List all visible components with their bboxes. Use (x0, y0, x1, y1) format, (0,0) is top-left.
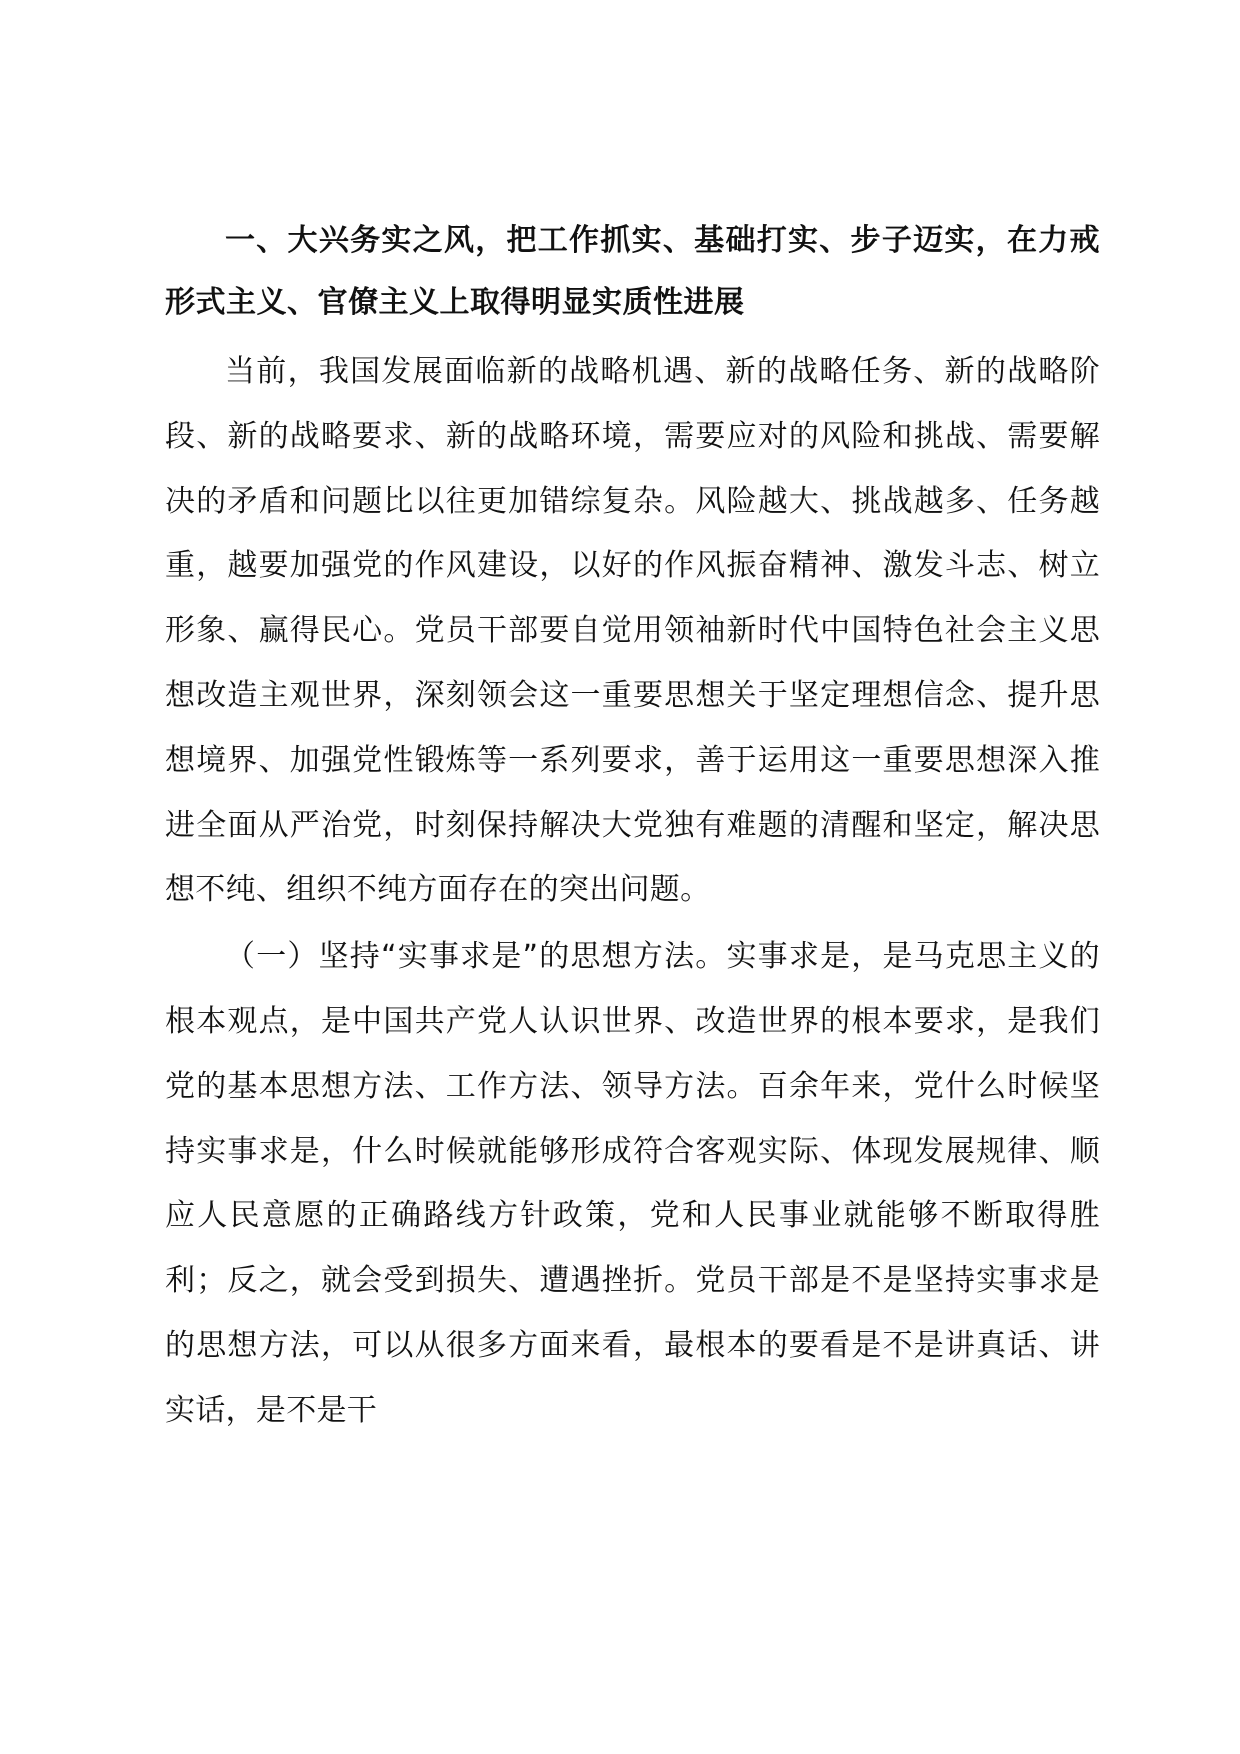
paragraph-2: （一）坚持“实事求是”的思想方法。实事求是，是马克思主义的根本观点，是中国共产党人认识世界、改造世界的根本要求，是我们党的基本思想方法、工作方法、领导方法。百余年来，党什么时候坚持实事求是，什么时候就能够形成符合客观实际、体现发展规律、顺应人民意愿的正确路线方针政策，党和人民事业就能够不断取得胜利；反之，就会受到损失、遭遇挫折。党员干部是不是坚持实事求是的思想方法，可以从很多方面来看，最根本的要看是不是讲真话、讲实话，是不是干 (165, 939, 1100, 1428)
paragraph-1: 当前，我国发展面临新的战略机遇、新的战略任务、新的战略阶段、新的战略要求、新的战略环境，需要应对的风险和挑战、需要解决的矛盾和问题比以往更加错综复杂。风险越大、挑战越多、任务越重，越要加强党的作风建设，以好的作风振奋精神、激发斗志、树立形象、赢得民心。党员干部要自觉用领袖新时代中国特色社会主义思想改造主观世界，深刻领会这一重要思想关于坚定理想信念、提升思想境界、加强党性锻炼等一系列要求，善于运用这一重要思想深入推进全面从严治党，时刻保持解决大党独有难题的清醒和坚定，解决思想不纯、组织不纯方面存在的突出问题。 (165, 354, 1100, 908)
document-body (165, 210, 1100, 1444)
section-heading: 一、大兴务实之风，把工作抓实、基础打实、步子迈实，在力戒形式主义、官僚主义上取得明显实质性进展 (165, 223, 1100, 320)
